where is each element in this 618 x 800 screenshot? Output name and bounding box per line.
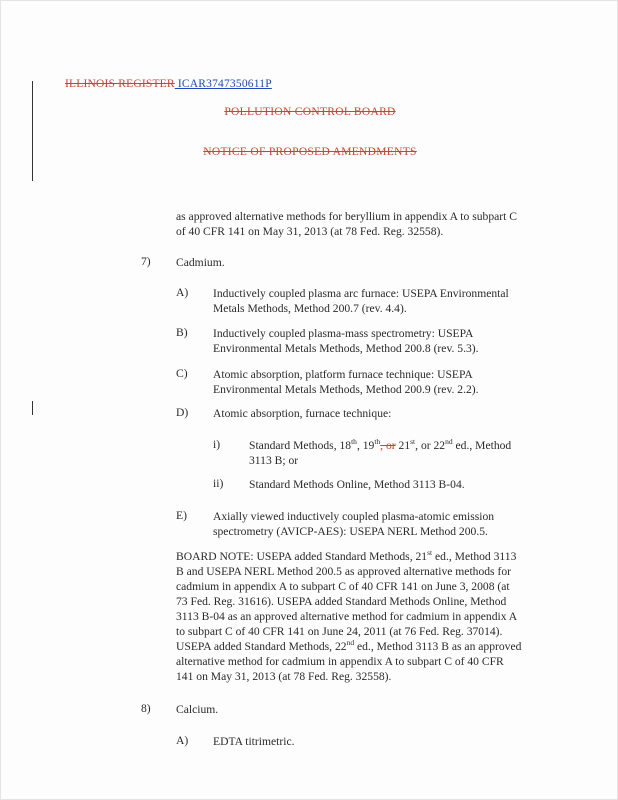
intro-paragraph: as approved alternative methods for beryllium in appendix A to subpart C of 40 CFR 141 on May 31, 2013 (at 78 Fed. Reg. 32558). [176, 210, 517, 238]
sub-list-item: Standard Methods Online, Method 3113 B-04. [249, 478, 465, 491]
section-number: 8) [141, 702, 151, 715]
list-item: Inductively coupled plasma-mass spectrometry: USEPA Environmental Metals Methods, Method 200.8 (rev. 5.3). [213, 327, 479, 355]
list-item: Axially viewed inductively coupled plasma-atomic emission spectrometry (AVICP-AES): USEPA NERL Method 200.5. [213, 510, 495, 538]
sub-item-label: i) [213, 438, 221, 451]
register-struck: ILLINOIS REGISTER [65, 78, 175, 90]
item-label: A) [176, 734, 189, 747]
item-label: A) [176, 286, 189, 299]
section-title: Cadmium. [176, 256, 225, 269]
item-label: C) [176, 367, 188, 380]
section-number: 7) [141, 255, 151, 268]
list-item: Atomic absorption, platform furnace technique: USEPA Environmental Metals Methods, Method 200.9 (rev. 2.2). [213, 368, 479, 396]
section-title: Calcium. [176, 703, 219, 716]
list-item: EDTA titrimetric. [213, 735, 295, 748]
sub-item-label: ii) [213, 477, 224, 490]
struck-text: , or [380, 439, 396, 452]
board-heading: POLLUTION CONTROL BOARD [224, 106, 396, 118]
list-item: Inductively coupled plasma arc furnace: USEPA Environmental Metals Methods, Method 200.7 (rev. 4.4). [213, 287, 509, 315]
change-bar [32, 401, 33, 415]
notice-heading: NOTICE OF PROPOSED AMENDMENTS [203, 146, 417, 158]
board-note: BOARD NOTE: USEPA added Standard Methods, 21st ed., Method 3113 B and USEPA NERL Method 200.5 as approved alternative methods for cadmium in appendix A to subpart C of 40 CFR 141 on June 3, 2008 (at 73 Fed. Reg. 31616). USEPA added Standard Methods Online, Method 3113 B-04 as an approved alternative method for cadmium in appendix A to subpart C of 40 CFR 141 on June 24, 2011 (at 76 Fed. Reg. 37014). USEPA added Standard Methods, 22nd ed., Method 3113 B as an approved alternative method for cadmium in appendix A to subpart C of 40 CFR 141 on May 31, 2013 (at 78 Fed. Reg. 32558). [176, 548, 522, 683]
register-header [65, 78, 272, 90]
item-label: E) [176, 509, 187, 522]
item-label: B) [176, 326, 188, 339]
item-label: D) [176, 406, 189, 419]
sub-list-item: Standard Methods, 18th, 19th, or 21st, or 22nd ed., Method 3113 B; or [249, 437, 512, 467]
change-bar [32, 81, 33, 181]
register-inserted: ICAR3747350611P [174, 78, 272, 90]
list-item: Atomic absorption, furnace technique: [213, 407, 392, 420]
